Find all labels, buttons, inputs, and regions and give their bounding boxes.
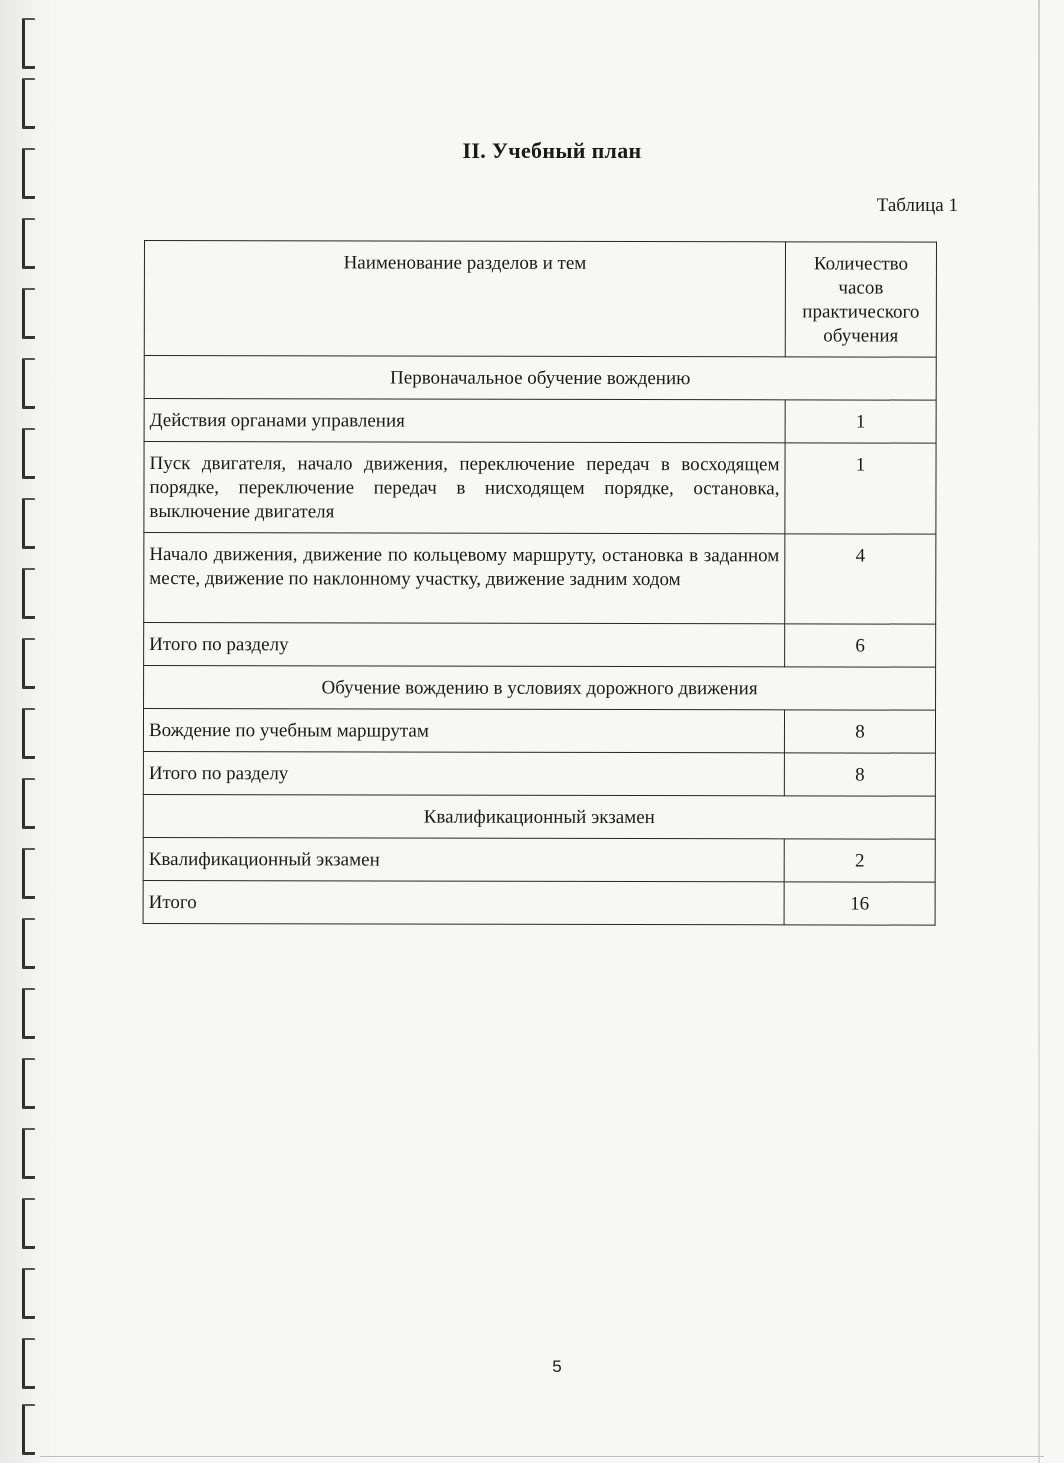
binding-ring-icon bbox=[22, 1268, 35, 1319]
section-subtotal-row bbox=[143, 751, 935, 796]
binding-ring-icon bbox=[22, 498, 35, 549]
total-hours: 16 bbox=[784, 882, 935, 925]
table-row bbox=[143, 709, 935, 754]
header-hours: Количество часов практического обучения bbox=[785, 242, 936, 357]
page-title: II. Учебный план bbox=[462, 138, 642, 163]
page-edge-bottom bbox=[40, 1456, 1044, 1457]
subtotal-hours: 6 bbox=[785, 624, 936, 667]
section-subtotal-row bbox=[144, 623, 936, 668]
topic-hours: 1 bbox=[785, 400, 936, 443]
section-title: Обучение вождению в условиях дорожного движения bbox=[144, 666, 936, 711]
binding-ring-icon bbox=[22, 1404, 35, 1455]
topic-hours: 8 bbox=[784, 710, 935, 753]
topic-name: Действия органами управления bbox=[144, 399, 785, 443]
binding-ring-icon bbox=[22, 918, 35, 969]
topic-hours: 2 bbox=[784, 839, 935, 882]
section-heading-row bbox=[143, 794, 935, 839]
binding-ring-icon bbox=[22, 1058, 35, 1109]
section-heading-row bbox=[144, 356, 936, 401]
grand-total-row bbox=[143, 880, 935, 925]
table-header-row bbox=[144, 241, 936, 358]
topic-name: Начало движения, движение по кольцевому маршруту, остановка в заданном месте, движение по наклонному участку, движение задним ходом bbox=[144, 533, 785, 624]
binding-ring-icon bbox=[22, 778, 35, 829]
table-row bbox=[144, 533, 936, 625]
topic-name: Пуск двигателя, начало движения, переключение передач в восходящем порядке, переключение передач в нисходящем порядке, остановка, выключение двигателя bbox=[144, 442, 785, 534]
page-edge bbox=[1038, 0, 1040, 1463]
binding-ring-icon bbox=[22, 568, 35, 619]
table-row bbox=[144, 399, 936, 444]
binding-ring-icon bbox=[22, 1128, 35, 1179]
binding-ring-icon bbox=[22, 18, 35, 69]
binding-ring-icon bbox=[22, 78, 35, 129]
binding-ring-icon bbox=[22, 708, 35, 759]
table-row bbox=[144, 442, 936, 535]
binding-ring-icon bbox=[22, 428, 35, 479]
topic-name: Квалификационный экзамен bbox=[143, 837, 784, 881]
binding-ring-icon bbox=[22, 638, 35, 689]
binding-ring-icon bbox=[22, 988, 35, 1039]
subtotal-label: Итого по разделу bbox=[144, 623, 785, 667]
topic-hours: 1 bbox=[785, 443, 936, 534]
curriculum-table bbox=[143, 240, 937, 926]
subtotal-label: Итого по разделу bbox=[143, 751, 784, 795]
section-title: Первоначальное обучение вождению bbox=[144, 356, 936, 401]
binding-ring-icon bbox=[22, 1198, 35, 1249]
table-row bbox=[143, 837, 935, 882]
subtotal-hours: 8 bbox=[784, 753, 935, 796]
page-number: 5 bbox=[552, 1357, 562, 1376]
topic-name: Вождение по учебным маршрутам bbox=[143, 709, 784, 753]
binding-ring-icon bbox=[22, 288, 35, 339]
section-title: Квалификационный экзамен bbox=[143, 794, 935, 839]
section-heading-row bbox=[144, 666, 936, 711]
binding-ring-icon bbox=[22, 358, 35, 409]
topic-hours: 4 bbox=[785, 534, 936, 624]
table-caption: Таблица 1 bbox=[876, 195, 958, 216]
binding-ring-icon bbox=[22, 218, 35, 269]
header-section-name: Наименование разделов и тем bbox=[144, 241, 785, 357]
spiral-binding bbox=[0, 0, 60, 1463]
binding-ring-icon bbox=[22, 848, 35, 899]
total-label: Итого bbox=[143, 880, 784, 924]
